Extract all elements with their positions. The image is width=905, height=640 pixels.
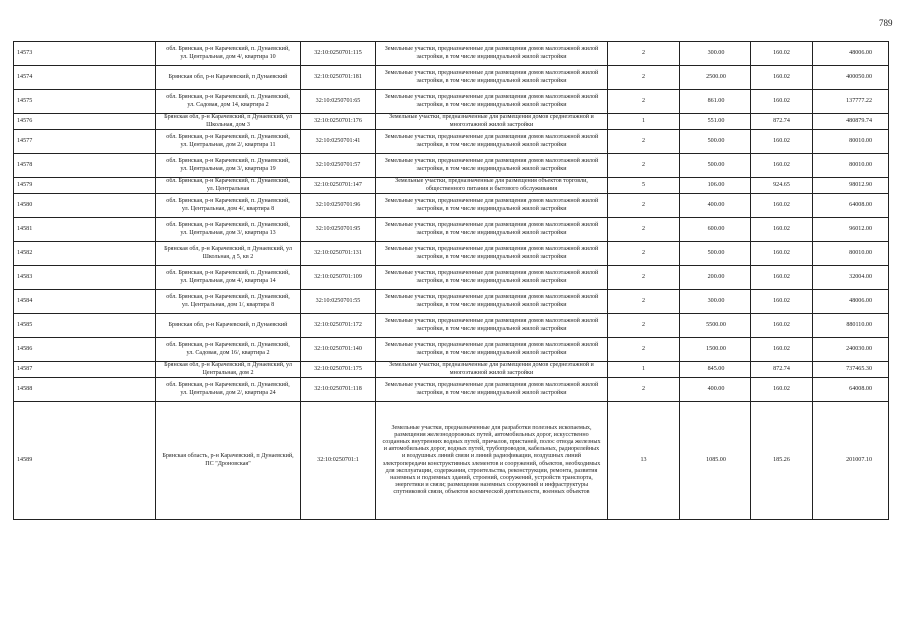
address-cell: обл. Брянская, р-н Карачевский, п. Дунаевский, ул. Центральная, дом 4/, квартира 10 xyxy=(156,42,301,66)
row-number: 14579 xyxy=(14,178,156,194)
row-number: 14576 xyxy=(14,114,156,130)
table-row xyxy=(14,218,889,242)
area-cell: 5500.00 xyxy=(680,314,751,338)
group-number-cell: 2 xyxy=(608,242,680,266)
address-cell: Брянская область, р-н Карачевский, п Дунаевский, ПС "Дроновская" xyxy=(156,402,301,520)
row-number: 14584 xyxy=(14,290,156,314)
area-cell: 200.00 xyxy=(680,266,751,290)
area-cell: 300.00 xyxy=(680,290,751,314)
cadastral-number-cell: 32:10:0250701:41 xyxy=(301,130,376,154)
table-row xyxy=(14,90,889,114)
land-use-cell: Земельные участки, предназначенные для размещения домов малоэтажной жилой застройки, в том числе индивидуальной жилой застройки xyxy=(376,130,608,154)
land-use-cell: Земельные участки, предназначенные для размещения домов малоэтажной жилой застройки, в том числе индивидуальной жилой застройки xyxy=(376,218,608,242)
cadastral-number-cell: 32:10:0250701:57 xyxy=(301,154,376,178)
group-number-cell: 2 xyxy=(608,130,680,154)
table-row xyxy=(14,290,889,314)
specific-value-cell: 160.02 xyxy=(751,290,813,314)
cadastral-number-cell: 32:10:0250701:115 xyxy=(301,42,376,66)
cadastral-number-cell: 32:10:0250701:109 xyxy=(301,266,376,290)
cadastral-value-cell: 98012.90 xyxy=(813,178,889,194)
group-number-cell: 2 xyxy=(608,154,680,178)
area-cell: 1500.00 xyxy=(680,338,751,362)
row-number: 14573 xyxy=(14,42,156,66)
address-cell: Брянская обл, р-н Карачевский, п Дунаевский, ул Школьная, д 5, кв 2 xyxy=(156,242,301,266)
address-cell: обл. Брянская, р-н Карачевский, п. Дунаевский, ул. Центральная xyxy=(156,178,301,194)
land-use-cell: Земельные участки, предназначенные для размещения домов среднеэтажной и многоэтажной жилой застройки xyxy=(376,362,608,378)
land-use-cell: Земельные участки, предназначенные для размещения домов малоэтажной жилой застройки, в том числе индивидуальной жилой застройки xyxy=(376,90,608,114)
cadastral-number-cell: 32:10:0250701:95 xyxy=(301,218,376,242)
cadastral-number-cell: 32:10:0250701:147 xyxy=(301,178,376,194)
address-cell: обл. Брянская, р-н Карачевский, п. Дунаевский, ул. Центральная, дом 2/, квартира 24 xyxy=(156,378,301,402)
cadastral-value-cell: 201007.10 xyxy=(813,402,889,520)
table-row xyxy=(14,378,889,402)
cadastral-number-cell: 32:10:0250701:55 xyxy=(301,290,376,314)
row-number: 14587 xyxy=(14,362,156,378)
row-number: 14582 xyxy=(14,242,156,266)
specific-value-cell: 185.26 xyxy=(751,402,813,520)
land-use-cell: Земельные участки, предназначенные для размещения домов малоэтажной жилой застройки, в том числе индивидуальной жилой застройки xyxy=(376,378,608,402)
row-number: 14578 xyxy=(14,154,156,178)
table-row xyxy=(14,266,889,290)
row-number: 14581 xyxy=(14,218,156,242)
cadastral-number-cell: 32:10:0250701:131 xyxy=(301,242,376,266)
table-row xyxy=(14,42,889,66)
area-cell: 2500.00 xyxy=(680,66,751,90)
specific-value-cell: 160.02 xyxy=(751,378,813,402)
area-cell: 500.00 xyxy=(680,154,751,178)
group-number-cell: 2 xyxy=(608,338,680,362)
row-number: 14575 xyxy=(14,90,156,114)
land-use-cell: Земельные участки, предназначенные для размещения домов малоэтажной жилой застройки, в том числе индивидуальной жилой застройки xyxy=(376,42,608,66)
row-number: 14585 xyxy=(14,314,156,338)
cadastral-number-cell: 32:10:0250701:1 xyxy=(301,402,376,520)
cadastral-number-cell: 32:10:0250701:172 xyxy=(301,314,376,338)
land-use-cell: Земельные участки, предназначенные для размещения объектов торговли, общественного питания и бытового обслуживания xyxy=(376,178,608,194)
group-number-cell: 2 xyxy=(608,66,680,90)
page-number: 789 xyxy=(879,18,893,28)
area-cell: 106.00 xyxy=(680,178,751,194)
land-use-cell: Земельные участки, предназначенные для размещения домов малоэтажной жилой застройки, в том числе индивидуальной жилой застройки xyxy=(376,290,608,314)
group-number-cell: 2 xyxy=(608,218,680,242)
cadastral-number-cell: 32:10:0250701:181 xyxy=(301,66,376,90)
cadastral-value-cell: 96012.00 xyxy=(813,218,889,242)
land-use-cell: Земельные участки, предназначенные для размещения домов малоэтажной жилой застройки, в том числе индивидуальной жилой застройки xyxy=(376,194,608,218)
row-number: 14583 xyxy=(14,266,156,290)
land-use-cell: Земельные участки, предназначенные для размещения домов малоэтажной жилой застройки, в том числе индивидуальной жилой застройки xyxy=(376,338,608,362)
cadastral-value-cell: 737465.30 xyxy=(813,362,889,378)
group-number-cell: 2 xyxy=(608,290,680,314)
address-cell: обл. Брянская, р-н Карачевский, п. Дунаевский, ул. Центральная, дом 3/, квартира 13 xyxy=(156,218,301,242)
area-cell: 400.00 xyxy=(680,378,751,402)
cadastral-value-table xyxy=(13,41,889,520)
land-use-cell: Земельные участки, предназначенные для разработки полезных ископаемых, размещения железнодорожных путей, автомобильных дорог, искусственно созданных внутренних водных путей, причалов, пристаней, полос отвода железных и автомобильных дорог, водных путей, трубопроводов, кабельных, радиорелейных и воздушных линий связи и линий радиофикации, воздушных линий электропередачи конструктивных элементов и сооружений, объектов, необходимых для эксплуатации, содержания, строительства, реконструкции, ремонта, развития наземных и подземных зданий, строений, сооружений, устройств транспорта, энергетики и связи; размещения наземных сооружений и инфраструктуры спутниковой связи, объектов космической деятельности, военных объектов xyxy=(376,402,608,520)
specific-value-cell: 160.02 xyxy=(751,130,813,154)
land-use-cell: Земельные участки, предназначенные для размещения домов среднеэтажной и многоэтажной жилой застройки xyxy=(376,114,608,130)
specific-value-cell: 872.74 xyxy=(751,114,813,130)
table-row xyxy=(14,338,889,362)
row-number: 14586 xyxy=(14,338,156,362)
cadastral-value-cell: 400050.00 xyxy=(813,66,889,90)
row-number: 14577 xyxy=(14,130,156,154)
address-cell: обл. Брянская, р-н Карачевский, п. Дунаевский, ул. Центральная, дом 4/, квартира 8 xyxy=(156,194,301,218)
table-row xyxy=(14,154,889,178)
cadastral-number-cell: 32:10:0250701:118 xyxy=(301,378,376,402)
table-body xyxy=(14,42,889,520)
specific-value-cell: 160.02 xyxy=(751,154,813,178)
specific-value-cell: 160.02 xyxy=(751,194,813,218)
land-use-cell: Земельные участки, предназначенные для размещения домов малоэтажной жилой застройки, в том числе индивидуальной жилой застройки xyxy=(376,266,608,290)
cadastral-value-cell: 480879.74 xyxy=(813,114,889,130)
group-number-cell: 2 xyxy=(608,314,680,338)
cadastral-value-cell: 64008.00 xyxy=(813,378,889,402)
group-number-cell: 1 xyxy=(608,114,680,130)
table-row xyxy=(14,402,889,520)
land-use-cell: Земельные участки, предназначенные для размещения домов малоэтажной жилой застройки, в том числе индивидуальной жилой застройки xyxy=(376,66,608,90)
table-row xyxy=(14,242,889,266)
cadastral-value-cell: 240030.00 xyxy=(813,338,889,362)
cadastral-value-cell: 64008.00 xyxy=(813,194,889,218)
cadastral-number-cell: 32:10:0250701:65 xyxy=(301,90,376,114)
cadastral-value-cell: 80010.00 xyxy=(813,130,889,154)
area-cell: 500.00 xyxy=(680,130,751,154)
table-row xyxy=(14,362,889,378)
land-use-cell: Земельные участки, предназначенные для размещения домов малоэтажной жилой застройки, в том числе индивидуальной жилой застройки xyxy=(376,154,608,178)
cadastral-number-cell: 32:10:0250701:175 xyxy=(301,362,376,378)
table-row xyxy=(14,178,889,194)
group-number-cell: 2 xyxy=(608,42,680,66)
cadastral-number-cell: 32:10:0250701:176 xyxy=(301,114,376,130)
cadastral-value-cell: 48006.00 xyxy=(813,42,889,66)
cadastral-number-cell: 32:10:0250701:96 xyxy=(301,194,376,218)
specific-value-cell: 160.02 xyxy=(751,266,813,290)
specific-value-cell: 160.02 xyxy=(751,218,813,242)
cadastral-value-cell: 80010.00 xyxy=(813,242,889,266)
group-number-cell: 5 xyxy=(608,178,680,194)
address-cell: обл. Брянская, р-н Карачевский, п. Дунаевский, ул. Садовая, дом 16/, квартира 2 xyxy=(156,338,301,362)
group-number-cell: 2 xyxy=(608,378,680,402)
specific-value-cell: 160.02 xyxy=(751,242,813,266)
cadastral-value-cell: 137777.22 xyxy=(813,90,889,114)
address-cell: Брянская обл, р-н Карачевский, п Дунаевский, ул Центральная, дом 2 xyxy=(156,362,301,378)
area-cell: 845.00 xyxy=(680,362,751,378)
table-row xyxy=(14,194,889,218)
cadastral-value-cell: 880110.00 xyxy=(813,314,889,338)
specific-value-cell: 160.02 xyxy=(751,42,813,66)
area-cell: 300.00 xyxy=(680,42,751,66)
address-cell: обл. Брянская, р-н Карачевский, п. Дунаевский, ул. Садовая, дом 14, квартира 2 xyxy=(156,90,301,114)
cadastral-value-cell: 80010.00 xyxy=(813,154,889,178)
cadastral-value-cell: 32004.00 xyxy=(813,266,889,290)
row-number: 14589 xyxy=(14,402,156,520)
address-cell: обл. Брянская, р-н Карачевский, п. Дунаевский, ул. Центральная, дом 4/, квартира 14 xyxy=(156,266,301,290)
cadastral-number-cell: 32:10:0250701:140 xyxy=(301,338,376,362)
specific-value-cell: 160.02 xyxy=(751,66,813,90)
area-cell: 500.00 xyxy=(680,242,751,266)
address-cell: Брянская обл, р-н Карачевский, п Дунаевский xyxy=(156,66,301,90)
area-cell: 551.00 xyxy=(680,114,751,130)
row-number: 14574 xyxy=(14,66,156,90)
area-cell: 1085.00 xyxy=(680,402,751,520)
land-use-cell: Земельные участки, предназначенные для размещения домов малоэтажной жилой застройки, в том числе индивидуальной жилой застройки xyxy=(376,242,608,266)
row-number: 14588 xyxy=(14,378,156,402)
address-cell: Брянская обл, р-н Карачевский, п Дунаевский, ул Школьная, дом 3 xyxy=(156,114,301,130)
specific-value-cell: 160.02 xyxy=(751,338,813,362)
specific-value-cell: 160.02 xyxy=(751,314,813,338)
group-number-cell: 13 xyxy=(608,402,680,520)
address-cell: Брянская обл, р-н Карачевский, п Дунаевский xyxy=(156,314,301,338)
address-cell: обл. Брянская, р-н Карачевский, п. Дунаевский, ул. Центральная, дом 2/, квартира 11 xyxy=(156,130,301,154)
table-row xyxy=(14,130,889,154)
specific-value-cell: 872.74 xyxy=(751,362,813,378)
area-cell: 600.00 xyxy=(680,218,751,242)
row-number: 14580 xyxy=(14,194,156,218)
table-row xyxy=(14,314,889,338)
specific-value-cell: 924.65 xyxy=(751,178,813,194)
table-row xyxy=(14,114,889,130)
cadastral-value-cell: 48006.00 xyxy=(813,290,889,314)
specific-value-cell: 160.02 xyxy=(751,90,813,114)
area-cell: 400.00 xyxy=(680,194,751,218)
group-number-cell: 1 xyxy=(608,362,680,378)
address-cell: обл. Брянская, р-н Карачевский, п. Дунаевский, ул. Центральная, дом 3/, квартира 19 xyxy=(156,154,301,178)
group-number-cell: 2 xyxy=(608,90,680,114)
table-row xyxy=(14,66,889,90)
land-use-cell: Земельные участки, предназначенные для размещения домов малоэтажной жилой застройки, в том числе индивидуальной жилой застройки xyxy=(376,314,608,338)
group-number-cell: 2 xyxy=(608,194,680,218)
address-cell: обл. Брянская, р-н Карачевский, п. Дунаевский, ул. Центральная, дом 1/, квартира 8 xyxy=(156,290,301,314)
area-cell: 861.00 xyxy=(680,90,751,114)
group-number-cell: 2 xyxy=(608,266,680,290)
